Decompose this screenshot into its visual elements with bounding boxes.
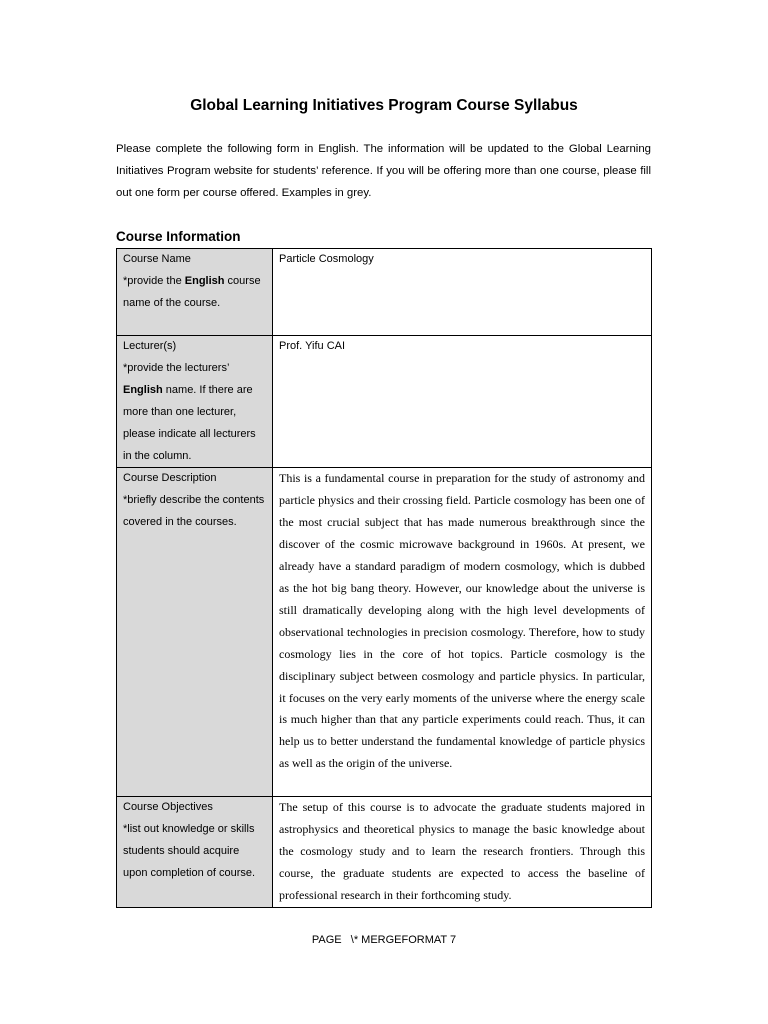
lecturer-value: Prof. Yifu CAI: [273, 336, 652, 468]
lecturer-hint-prefix: *provide the lecturers’: [123, 361, 229, 374]
lecturer-hint-suffix: name. If there are more than one lecturer, please indicate all lecturers in the column.: [123, 383, 256, 462]
course-objectives-hint: *list out knowledge or skills students should acquire upon completion of course.: [123, 823, 256, 880]
table-row-course-name: [117, 249, 652, 336]
page-title: Global Learning Initiatives Program Course Syllabus: [190, 97, 578, 114]
course-name-label: Course Name: [123, 253, 191, 265]
course-objectives-label-cell: [117, 797, 273, 908]
table-row-course-description: [117, 468, 652, 797]
lecturer-label-cell: [117, 336, 273, 468]
table-row-course-objectives: [117, 797, 652, 908]
course-information-table: [116, 248, 652, 908]
lecturer-label: Lecturer(s): [123, 340, 177, 352]
table-row-lecturer: [117, 336, 652, 468]
course-description-label: Course Description: [123, 472, 217, 485]
lecturer-hint-bold: English: [123, 383, 163, 396]
intro-paragraph: Please complete the following form in English. The information will be updated to the Global Learning Initiatives Program website for students’ reference. If you will be offering more than one course, please fill out one form per course offered. Examples in grey.: [116, 143, 651, 199]
course-description-value: This is a fundamental course in preparation for the study of astronomy and particle physics and their crossing field. Particle cosmology has been one of the most crucial subject that has made numerous breakthrough since the discover of the cosmic microwave background in 1960s. At present, we already have a standard paradigm of modern cosmology, which is dubbed as the hot big bang theory. However, our knowledge about the universe is still dramatically developing along with the high level developments of observational technologies in precision cosmology. Therefore, how to study cosmology lies in the core of hot topics. Particle cosmology is the disciplinary subject between cosmology and particle physics. In particular, it focuses on the very early moments of the universe where the energy scale is much higher than that any particle experiments could reach. Thus, it can help us to better understand the fundamental knowledge of particle physics as well as the origin of the universe.: [273, 468, 652, 797]
course-objectives-value: The setup of this course is to advocate the graduate students majored in astrophysics and theoretical physics to manage the basic knowledge about the cosmology study and to learn the research frontiers. Through this course, the graduate students are expected to access the baseline of professional research in their forthcoming study.: [273, 797, 652, 908]
course-description-label-cell: [117, 468, 273, 797]
page-footer: PAGE \* MERGEFORMAT 7: [311, 934, 457, 946]
course-name-hint-prefix: *provide the: [123, 274, 185, 287]
course-name-value: Particle Cosmology: [273, 249, 652, 336]
course-description-hint: *briefly describe the contents covered in the courses.: [123, 494, 265, 529]
section-heading-course-information: Course Information: [116, 229, 241, 244]
course-name-hint-suffix: course name of the course.: [123, 274, 261, 309]
course-objectives-label: Course Objectives: [123, 801, 213, 814]
course-name-label-cell: [117, 249, 273, 336]
course-name-hint-bold: English: [184, 274, 225, 287]
